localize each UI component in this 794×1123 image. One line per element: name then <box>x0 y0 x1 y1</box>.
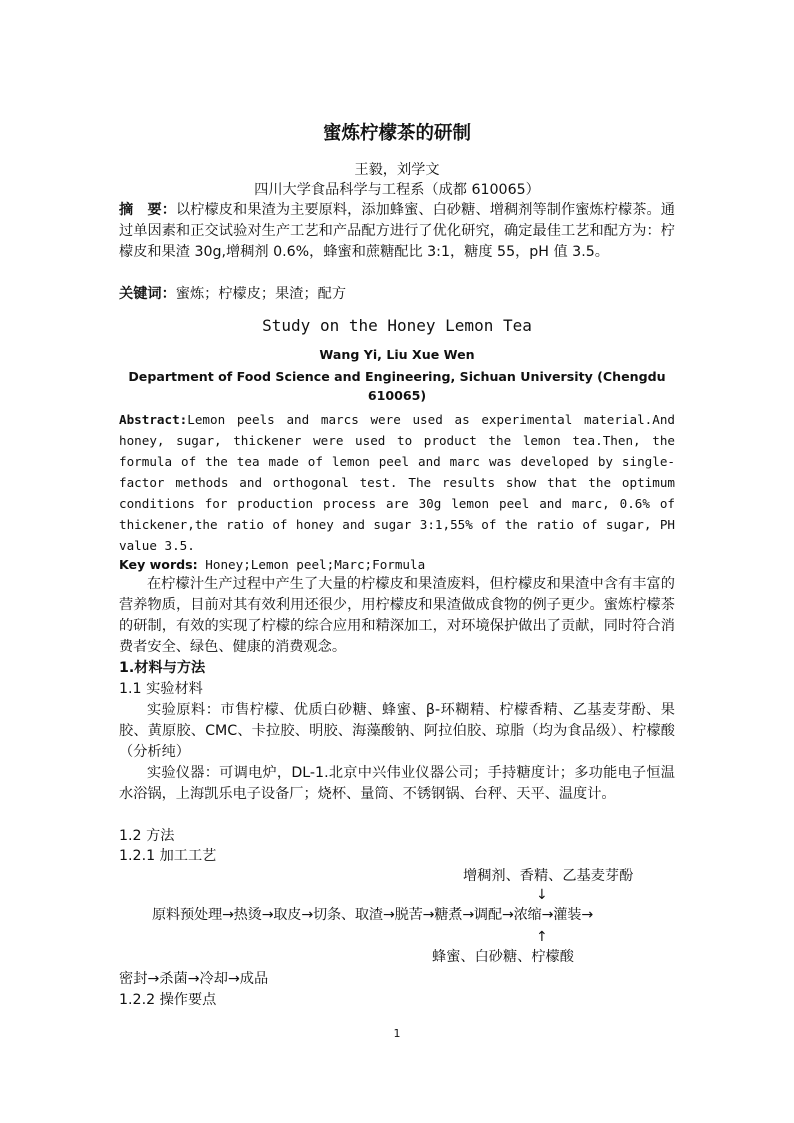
equipment-paragraph: 实验仪器：可调电炉，DL-1.北京中兴伟业仪器公司；手持糖度计；多功能电子恒温水浴锅，上海凯乐电子设备厂；烧杯、量筒、不锈钢锅、台秤、天平、温度计。 <box>119 765 675 802</box>
flow-top-additions: 增稠剂、香精、乙基麦芽酚 <box>463 868 634 884</box>
flow-bottom-additions: 蜂蜜、白砂糖、柠檬酸 <box>432 949 574 965</box>
arrow-down-icon: ↓ <box>536 887 548 903</box>
cn-keywords-label: 关键词： <box>119 286 176 302</box>
cn-title: 蜜炼柠檬茶的研制 <box>322 123 471 144</box>
cn-keywords <box>119 284 675 305</box>
section-1-1-title: 1.1 实验材料 <box>119 681 203 697</box>
section-1-title: 1.材料与方法 <box>119 660 206 676</box>
cn-keywords-text: 蜜炼；柠檬皮；果渣；配方 <box>175 286 347 302</box>
arrow-up-icon: ↑ <box>536 929 548 945</box>
section-1-2-1-title: 1.2.1 加工工艺 <box>119 848 217 864</box>
en-keywords-text: Honey;Lemon peel;Marc;Formula <box>197 557 426 572</box>
en-abstract <box>119 409 675 556</box>
en-keywords-label: Key words: <box>119 557 198 572</box>
cn-abstract-text: 以柠檬皮和果渣为主要原料，添加蜂蜜、白砂糖、增稠剂等制作蜜炼柠檬茶。通过单因素和正交试验对生产工艺和产品配方进行了优化研究，确定最佳工艺和配方为：柠檬皮和果渣 30g,增稠剂 0.6%，蜂蜜和蔗糖配比 3:1，糖度 55，pH 值 3.5。 <box>119 202 675 260</box>
en-authors: Wang Yi, Liu Xue Wen <box>319 347 475 362</box>
en-title: Study on the Honey Lemon Tea <box>262 316 532 335</box>
materials-paragraph: 实验原料：市售柠檬、优质白砂糖、蜂蜜、β-环糊精、柠檬香精、乙基麦芽酚、果胶、黄原胶、CMC、卡拉胶、明胶、海藻酸钠、阿拉伯胶、琼脂（均为食品级）、柠檬酸（分析纯） <box>119 702 675 760</box>
section-1-2-2-title: 1.2.2 操作要点 <box>119 992 217 1008</box>
en-keywords <box>119 554 675 575</box>
cn-abstract-label: 摘 要： <box>119 202 177 218</box>
section-1-2-title: 1.2 方法 <box>119 828 175 844</box>
en-abstract-text: Lemon peels and marcs were used as experimental material.And honey, sugar, thickener were used to product the lemon tea.Then, the formula of the tea made of lemon peel and marc was developed by single-factor methods and orthogonal test. The results show that the optimum conditions for production process are 30g lemon peel and marc, 0.6% of thickener,the ratio of honey and sugar 3:1,55% of the ratio of sugar, PH value 3.5. <box>119 412 675 553</box>
cn-affiliation: 四川大学食品科学与工程系（成都 610065） <box>254 182 540 198</box>
page-number: 1 <box>393 1027 401 1040</box>
en-abstract-label: Abstract: <box>119 412 188 427</box>
intro-paragraph: 在柠檬汁生产过程中产生了大量的柠檬皮和果渣废料，但柠檬皮和果渣中含有丰富的营养物质，目前对其有效利用还很少，用柠檬皮和果渣做成食物的例子更少。蜜炼柠檬茶的研制，有效的实现了柠檬的综合应用和精深加工，对环境保护做出了贡献，同时符合消费者安全、绿色、健康的消费观念。 <box>119 576 675 655</box>
flow-continuation: 密封→杀菌→冷却→成品 <box>119 971 269 987</box>
cn-abstract <box>119 200 675 263</box>
en-affiliation: Department of Food Science and Engineering, Sichuan University (Chengdu 610065) <box>128 369 666 403</box>
cn-authors: 王毅，刘学文 <box>354 162 440 178</box>
flow-main: 原料预处理→热烫→取皮→切条、取渣→脱苦→糖煮→调配→浓缩→灌装→ <box>152 907 593 923</box>
